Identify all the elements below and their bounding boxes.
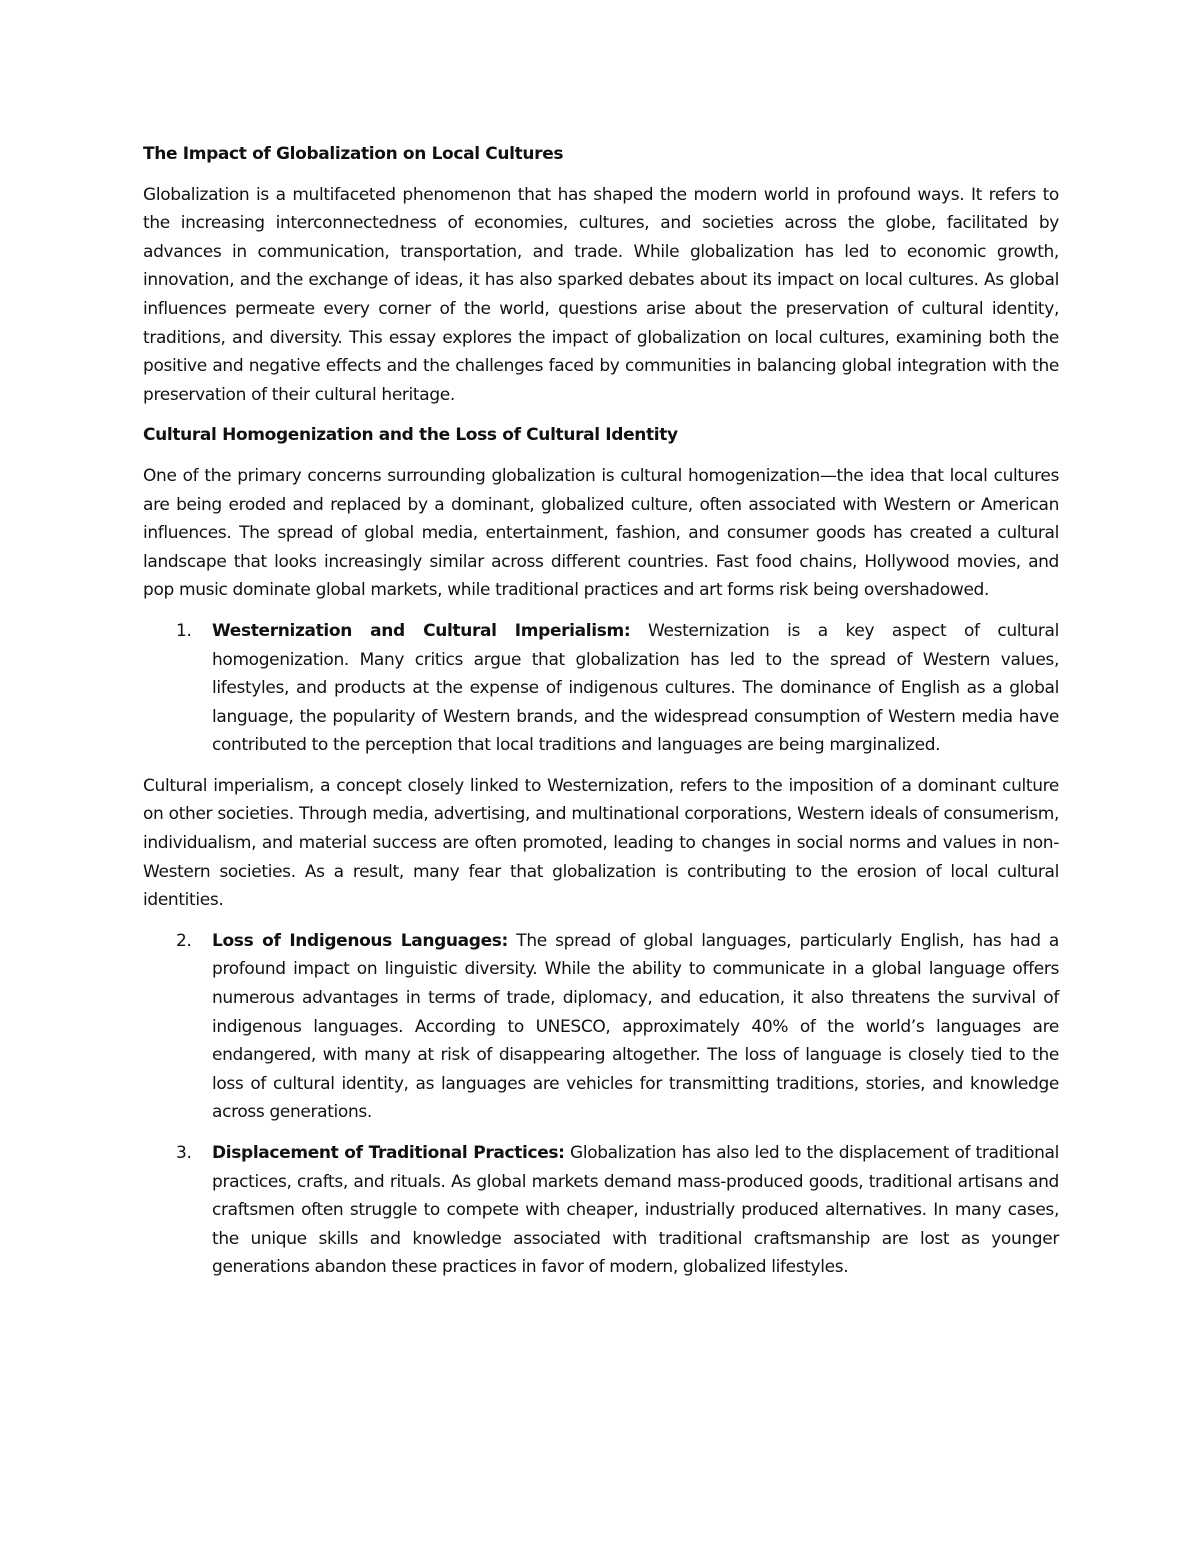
list-text: Westernization is a key aspect of cultural homogenization. Many critics argue that globalization has led to the spread of Western values, lifestyles, and products at the expense of indigenous cultures. The dominance of English as a global language, the popularity of Western brands, and the widespread consumption of Western media have contributed to the perception that local traditions and languages are being marginalized. <box>212 620 1060 756</box>
list-item-body <box>212 1139 1059 1282</box>
list-item-body <box>212 927 1059 1127</box>
list-number: 3. <box>176 1143 192 1163</box>
list-item-3 <box>176 1139 1059 1282</box>
list-text: Globalization has also led to the displacement of traditional practices, crafts, and rituals. As global markets demand mass-produced goods, traditional artisans and craftsmen often struggle to compete with cheaper, industrially produced alternatives. In many cases, the unique skills and knowledge associated with traditional craftsmanship are lost as younger generations abandon these practices in favor of modern, globalized lifestyles. <box>212 1143 1059 1278</box>
list-term: Loss of Indigenous Languages: <box>212 930 509 951</box>
imperialism-paragraph: Cultural imperialism, a concept closely linked to Westernization, refers to the imposition of a dominant culture on other societies. Through media, advertising, and multinational corporations, Western ideals of consumerism, individualism, and material success are often promoted, leading to changes in social norms and values in non-Western societies. As a result, many fear that globalization is contributing to the erosion of local cultural identities. <box>143 775 1059 911</box>
document-title: The Impact of Globalization on Local Cultures <box>143 144 564 164</box>
list-item-body <box>212 617 1059 760</box>
document-page <box>143 140 1059 1282</box>
section-heading: Cultural Homogenization and the Loss of Cultural Identity <box>143 425 678 446</box>
list-term: Displacement of Traditional Practices: <box>212 1143 565 1163</box>
list-text: The spread of global languages, particularly English, has had a profound impact on linguistic diversity. While the ability to communicate in a global language offers numerous advantages in terms of trade, diplomacy, and education, it also threatens the survival of indigenous languages. According to UNESCO, approximately 40% of the world’s languages are endangered, with many at risk of disappearing altogether. The loss of language is closely tied to the loss of cultural identity, as languages are vehicles for transmitting traditions, stories, and knowledge across generations. <box>212 930 1059 1123</box>
list-item-2 <box>176 927 1059 1127</box>
list-number: 2. <box>176 930 192 951</box>
list-item-1 <box>176 617 1059 760</box>
section-paragraph: One of the primary concerns surrounding globalization is cultural homogenization—the idea that local cultures are being eroded and replaced by a dominant, globalized culture, often associated with Western or American influences. The spread of global media, entertainment, fashion, and consumer goods has created a cultural landscape that looks increasingly similar across different countries. Fast food chains, Hollywood movies, and pop music dominate global markets, while traditional practices and art forms risk being overshadowed. <box>143 465 1059 601</box>
intro-paragraph: Globalization is a multifaceted phenomenon that has shaped the modern world in profound ways. It refers to the increasing interconnectedness of economies, cultures, and societies across the globe, facilitated by advances in communication, transportation, and trade. While globalization has led to economic growth, innovation, and the exchange of ideas, it has also sparked debates about its impact on local cultures. As global influences permeate every corner of the world, questions arise about the preservation of cultural identity, traditions, and diversity. This essay explores the impact of globalization on local cultures, examining both the positive and negative effects and the challenges faced by communities in balancing global integration with the preservation of their cultural heritage. <box>143 184 1059 405</box>
list-term: Westernization and Cultural Imperialism: <box>212 620 631 641</box>
list-number: 1. <box>176 620 192 641</box>
